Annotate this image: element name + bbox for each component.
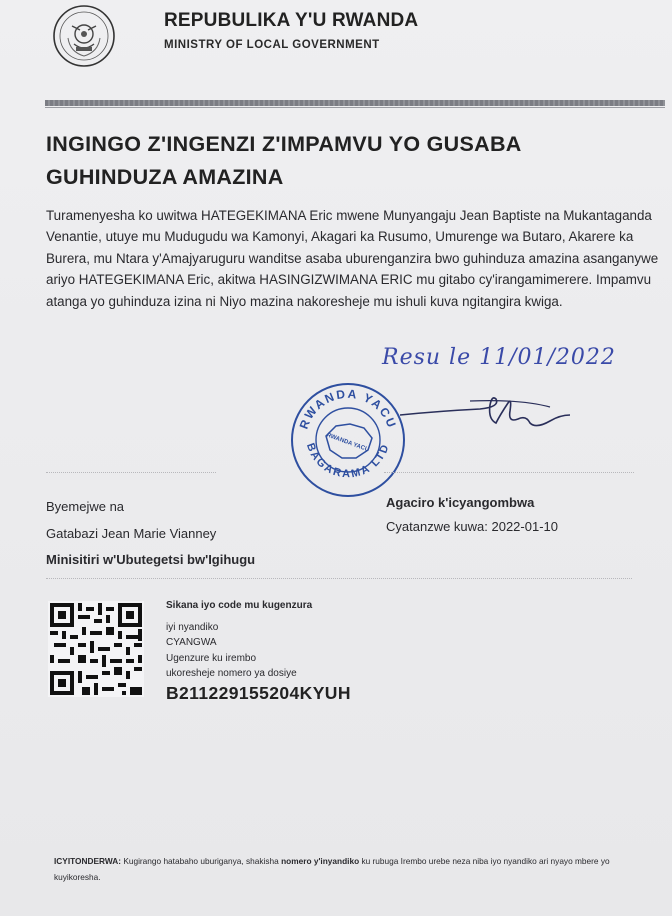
dotted-separator: [384, 472, 634, 473]
dotted-separator: [46, 472, 216, 473]
header-divider: [45, 100, 665, 106]
document-title-line-1: INGINGO Z'INGENZI Z'IMPAMVU YO GUSABA: [46, 132, 522, 156]
dotted-separator: [46, 578, 632, 579]
signatory-name: Gatabazi Jean Marie Vianney: [46, 526, 217, 541]
stamp-bottom-text: BAGARAMA LTD: [303, 441, 393, 481]
verification-instruction: Sikana iyo code mu kugenzura: [166, 600, 313, 611]
file-number-code: B211229155204KYUH: [166, 683, 351, 703]
verification-line: iyi nyandiko: [166, 622, 219, 633]
footer-note: [54, 853, 654, 885]
document-title-line-2: GUHINDUZA AMAZINA: [46, 165, 284, 189]
republic-heading: REPUBULIKA Y'U RWANDA: [164, 10, 419, 31]
national-seal-logo: [52, 4, 116, 68]
handwritten-date: Resu le 11/01/2022: [382, 345, 616, 370]
header-divider-thin: [45, 107, 665, 108]
issue-date: Cyatanzwe kuwa: 2022-01-10: [386, 519, 558, 534]
svg-text:BAGARAMA LTD: [304, 442, 392, 481]
footer-note-text-a: Kugirango hatabaho uburiganya, shakisha: [123, 856, 279, 866]
footer-note-bold: nomero y'inyandiko: [281, 856, 360, 866]
company-stamp: [286, 378, 410, 502]
signatory-title: Minisitiri w'Ubutegetsi bw'Igihugu: [46, 552, 256, 567]
verification-line: CYANGWA: [166, 637, 217, 649]
document-title: [46, 128, 646, 194]
document-body: Turamenyesha ko uwitwa HATEGEKIMANA Eric mwene Munyangaju Jean Baptiste na Mukantaganda Venantie, utuye mu Mudugudu wa Kamonyi, Akagari ka Rusumo, Umurenge wa Butaro, Akarere ka Burera, mu Ntara y'Amajyaruguru wanditse asaba uburenganzira bwo guhinduza amazina asanganywe ariyo HATEGEKIMANA Eric, akitwa HASINGIZWIMANA ERIC mu gitabo cy'irangamimerere. Impamvu atanga yo guhinduza izina ni Niyo mazina nakoresheje mu ishuli kuva ngitangira kwiga.: [46, 208, 659, 309]
document-value-label: Agaciro k'icyangombwa: [386, 495, 535, 510]
footer-note-label: ICYITONDERWA:: [54, 856, 121, 866]
qr-code: [48, 601, 144, 697]
ministry-heading: MINISTRY OF LOCAL GOVERNMENT: [164, 39, 380, 51]
approved-by-label: Byemejwe na: [46, 499, 125, 514]
verification-details: [166, 620, 297, 681]
stamp-center-text: RWANDA YACU: [325, 432, 370, 454]
handwritten-signature: [400, 393, 600, 443]
stamp-top-text: RWANDA YACU: [296, 386, 400, 431]
verification-line: Ugenzure ku irembo: [166, 652, 257, 664]
footer-note-text-b: ku rubuga Irembo urebe neza niba iyo nyandiko ari nyayo mbere yo kuyikoresha.: [54, 856, 610, 882]
verification-line: ukoresheje nomero ya dosiye: [166, 667, 297, 679]
